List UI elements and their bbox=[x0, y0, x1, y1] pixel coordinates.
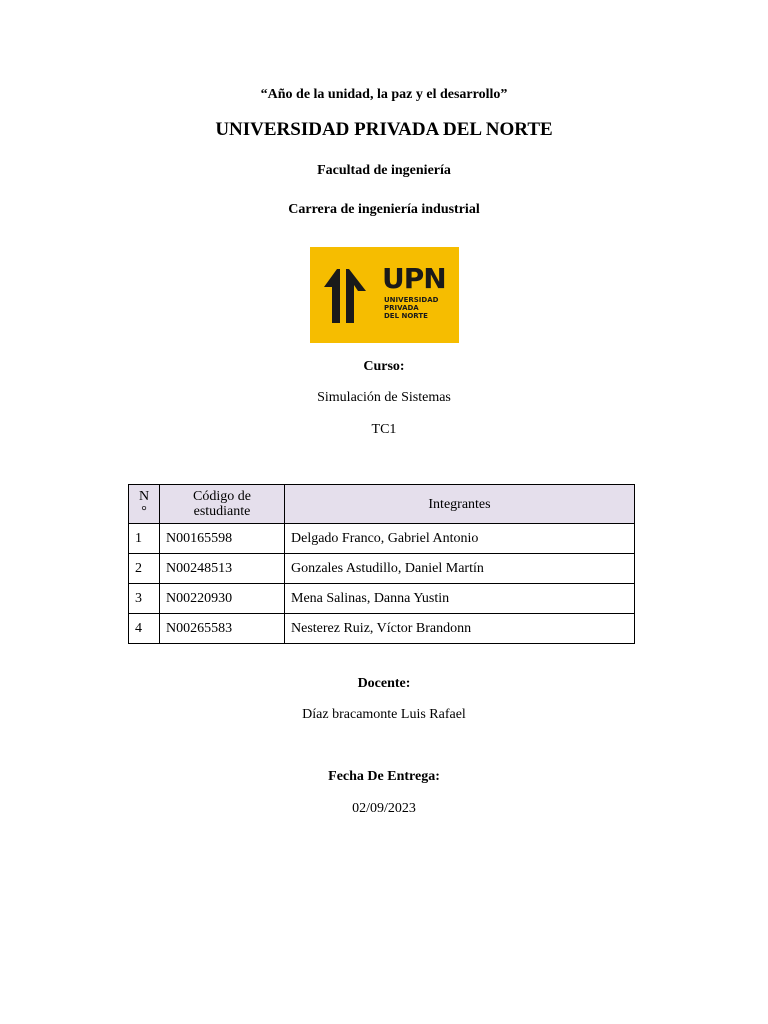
header-number-text: N ° bbox=[138, 489, 150, 519]
row-member-name: Delgado Franco, Gabriel Antonio bbox=[285, 524, 635, 554]
delivery-date: 02/09/2023 bbox=[352, 801, 416, 816]
table-row bbox=[129, 584, 635, 614]
course-label: Curso: bbox=[363, 359, 405, 374]
row-number: 3 bbox=[129, 584, 160, 614]
table-row bbox=[129, 614, 635, 644]
university-title: UNIVERSIDAD PRIVADA DEL NORTE bbox=[215, 119, 553, 140]
logo-subtitle-line: UNIVERSIDAD bbox=[384, 296, 439, 304]
row-number: 2 bbox=[129, 554, 160, 584]
members-table-header bbox=[129, 485, 635, 524]
table-row bbox=[129, 554, 635, 584]
row-member-name: Gonzales Astudillo, Daniel Martín bbox=[285, 554, 635, 584]
row-number: 1 bbox=[129, 524, 160, 554]
teacher-label: Docente: bbox=[357, 676, 411, 691]
logo-subtitle-line: PRIVADA bbox=[384, 304, 419, 312]
career-name: Carrera de ingeniería industrial bbox=[288, 202, 480, 217]
table-row bbox=[129, 524, 635, 554]
row-student-code: N00165598 bbox=[160, 524, 285, 554]
row-student-code: N00220930 bbox=[160, 584, 285, 614]
logo-wordmark: UPN bbox=[382, 262, 446, 295]
teacher-name: Díaz bracamonte Luis Rafael bbox=[302, 707, 466, 722]
course-name: Simulación de Sistemas bbox=[317, 390, 451, 405]
upn-logo bbox=[310, 247, 459, 343]
course-code: TC1 bbox=[371, 422, 397, 437]
members-table bbox=[128, 484, 635, 644]
faculty-name: Facultad de ingeniería bbox=[317, 163, 451, 178]
row-member-name: Mena Salinas, Danna Yustin bbox=[285, 584, 635, 614]
logo-subtitle-line: DEL NORTE bbox=[384, 312, 428, 320]
header-student-code: Código de estudiante bbox=[160, 485, 285, 524]
row-member-name: Nesterez Ruiz, Víctor Brandonn bbox=[285, 614, 635, 644]
motto-line: “Año de la unidad, la paz y el desarrollo” bbox=[260, 87, 508, 102]
row-student-code: N00265583 bbox=[160, 614, 285, 644]
header-members: Integrantes bbox=[285, 485, 635, 524]
row-student-code: N00248513 bbox=[160, 554, 285, 584]
row-number: 4 bbox=[129, 614, 160, 644]
header-number bbox=[129, 485, 160, 524]
delivery-date-label: Fecha De Entrega: bbox=[328, 769, 440, 784]
logo-subtitle bbox=[384, 296, 438, 320]
